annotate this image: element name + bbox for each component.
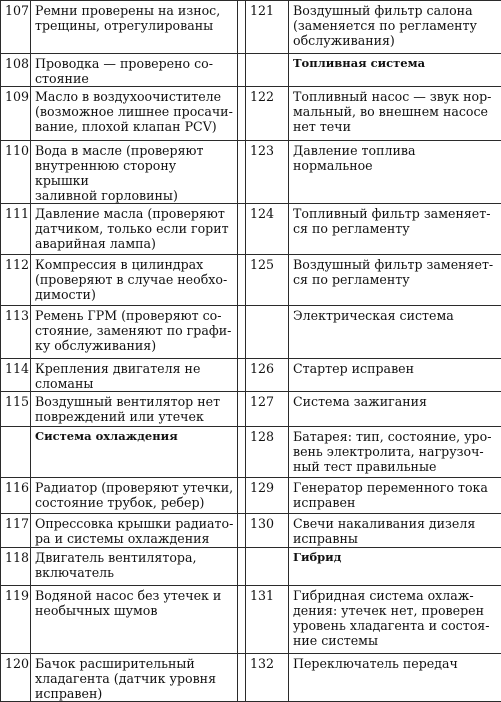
item-number: 127 <box>246 392 289 427</box>
item-description: Бачок расширительный хладагента (датчик уровня исправен) <box>31 654 238 702</box>
column-gap <box>238 255 246 306</box>
item-description: Водяной насос без утечек и необычных шумов <box>31 586 238 654</box>
section-heading: Топливная система <box>289 54 501 87</box>
item-description: Батарея: тип, состояние, уро- вень электролита, нагрузоч- ный тест правильные <box>289 427 501 478</box>
column-gap <box>238 427 246 478</box>
item-description: Генератор переменного тока исправен <box>289 478 501 514</box>
table-row <box>1 359 501 392</box>
item-description: Гибридная система охлаж- дения: утечек нет, проверен уровень хладагента и состоя- ние системы <box>289 586 501 654</box>
item-number: 122 <box>246 87 289 141</box>
column-gap <box>238 204 246 255</box>
item-number: 118 <box>1 548 31 586</box>
item-number: 115 <box>1 392 31 427</box>
item-number: 132 <box>246 654 289 702</box>
item-description: Двигатель вентилятора, включатель <box>31 548 238 586</box>
table-row <box>1 654 501 702</box>
item-number: 110 <box>1 141 31 204</box>
item-description: Переключатель передач <box>289 654 501 702</box>
table-row <box>1 548 501 586</box>
item-description: Ремни проверены на износ, трещины, отрегулированы <box>31 1 238 54</box>
column-gap <box>238 478 246 514</box>
column-gap <box>238 1 246 54</box>
item-description: Воздушный фильтр заменяет- ся по регламенту <box>289 255 501 306</box>
item-number: 120 <box>1 654 31 702</box>
item-description: Давление масла (проверяют датчиком, только если горит аварийная лампа) <box>31 204 238 255</box>
column-gap <box>238 654 246 702</box>
table-row <box>1 204 501 255</box>
item-number: 111 <box>1 204 31 255</box>
item-number: 126 <box>246 359 289 392</box>
item-number: 116 <box>1 478 31 514</box>
table-row <box>1 478 501 514</box>
item-number <box>1 427 31 478</box>
section-heading: Система охлаждения <box>31 427 238 478</box>
table-row <box>1 586 501 654</box>
column-gap <box>238 141 246 204</box>
item-number: 129 <box>246 478 289 514</box>
item-description: Проводка — проверено со- стояние <box>31 54 238 87</box>
item-number: 112 <box>1 255 31 306</box>
item-description: Топливный фильтр заменяет- ся по регламенту <box>289 204 501 255</box>
item-number: 107 <box>1 1 31 54</box>
table-row <box>1 392 501 427</box>
column-gap <box>238 392 246 427</box>
table-row <box>1 427 501 478</box>
column-gap <box>238 548 246 586</box>
section-heading: Гибрид <box>289 548 501 586</box>
item-number <box>246 306 289 359</box>
item-number: 109 <box>1 87 31 141</box>
item-number: 125 <box>246 255 289 306</box>
item-description: Опрессовка крышки радиато- ра и системы охлаждения <box>31 514 238 548</box>
item-number <box>246 54 289 87</box>
item-number: 119 <box>1 586 31 654</box>
column-gap <box>238 54 246 87</box>
item-number: 114 <box>1 359 31 392</box>
item-description: Радиатор (проверяют утечки, состояние трубок, ребер) <box>31 478 238 514</box>
table-row <box>1 306 501 359</box>
item-description: Вода в масле (проверяют внутреннюю сторону крышки заливной горловины) <box>31 141 238 204</box>
table-row <box>1 141 501 204</box>
item-description: Свечи накаливания дизеля исправны <box>289 514 501 548</box>
item-number <box>246 548 289 586</box>
table-row <box>1 87 501 141</box>
item-description: Давление топлива нормальное <box>289 141 501 204</box>
item-number: 124 <box>246 204 289 255</box>
column-gap <box>238 87 246 141</box>
column-gap <box>238 359 246 392</box>
item-description: Ремень ГРМ (проверяют со- стояние, заменяют по графи- ку обслуживания) <box>31 306 238 359</box>
item-number: 108 <box>1 54 31 87</box>
item-number: 121 <box>246 1 289 54</box>
table-row <box>1 1 501 54</box>
item-number: 131 <box>246 586 289 654</box>
column-gap <box>238 586 246 654</box>
item-description: Воздушный фильтр салона (заменяется по регламенту обслуживания) <box>289 1 501 54</box>
item-description: Воздушный вентилятор нет повреждений или утечек <box>31 392 238 427</box>
table-row <box>1 514 501 548</box>
item-description: Электрическая система <box>289 306 501 359</box>
column-gap <box>238 514 246 548</box>
item-description: Масло в воздухоочистителе (возможное лишнее просачи- вание, плохой клапан PCV) <box>31 87 238 141</box>
item-description: Крепления двигателя не сломаны <box>31 359 238 392</box>
item-number: 128 <box>246 427 289 478</box>
item-number: 130 <box>246 514 289 548</box>
table-row <box>1 255 501 306</box>
checklist-rows <box>1 1 501 702</box>
item-description: Стартер исправен <box>289 359 501 392</box>
item-description: Система зажигания <box>289 392 501 427</box>
item-number: 113 <box>1 306 31 359</box>
table-row <box>1 54 501 87</box>
item-description: Топливный насос — звук нор- мальный, во внешнем насосе нет течи <box>289 87 501 141</box>
item-number: 123 <box>246 141 289 204</box>
column-gap <box>238 306 246 359</box>
item-description: Компрессия в цилиндрах (проверяют в случае необхо- димости) <box>31 255 238 306</box>
item-number: 117 <box>1 514 31 548</box>
